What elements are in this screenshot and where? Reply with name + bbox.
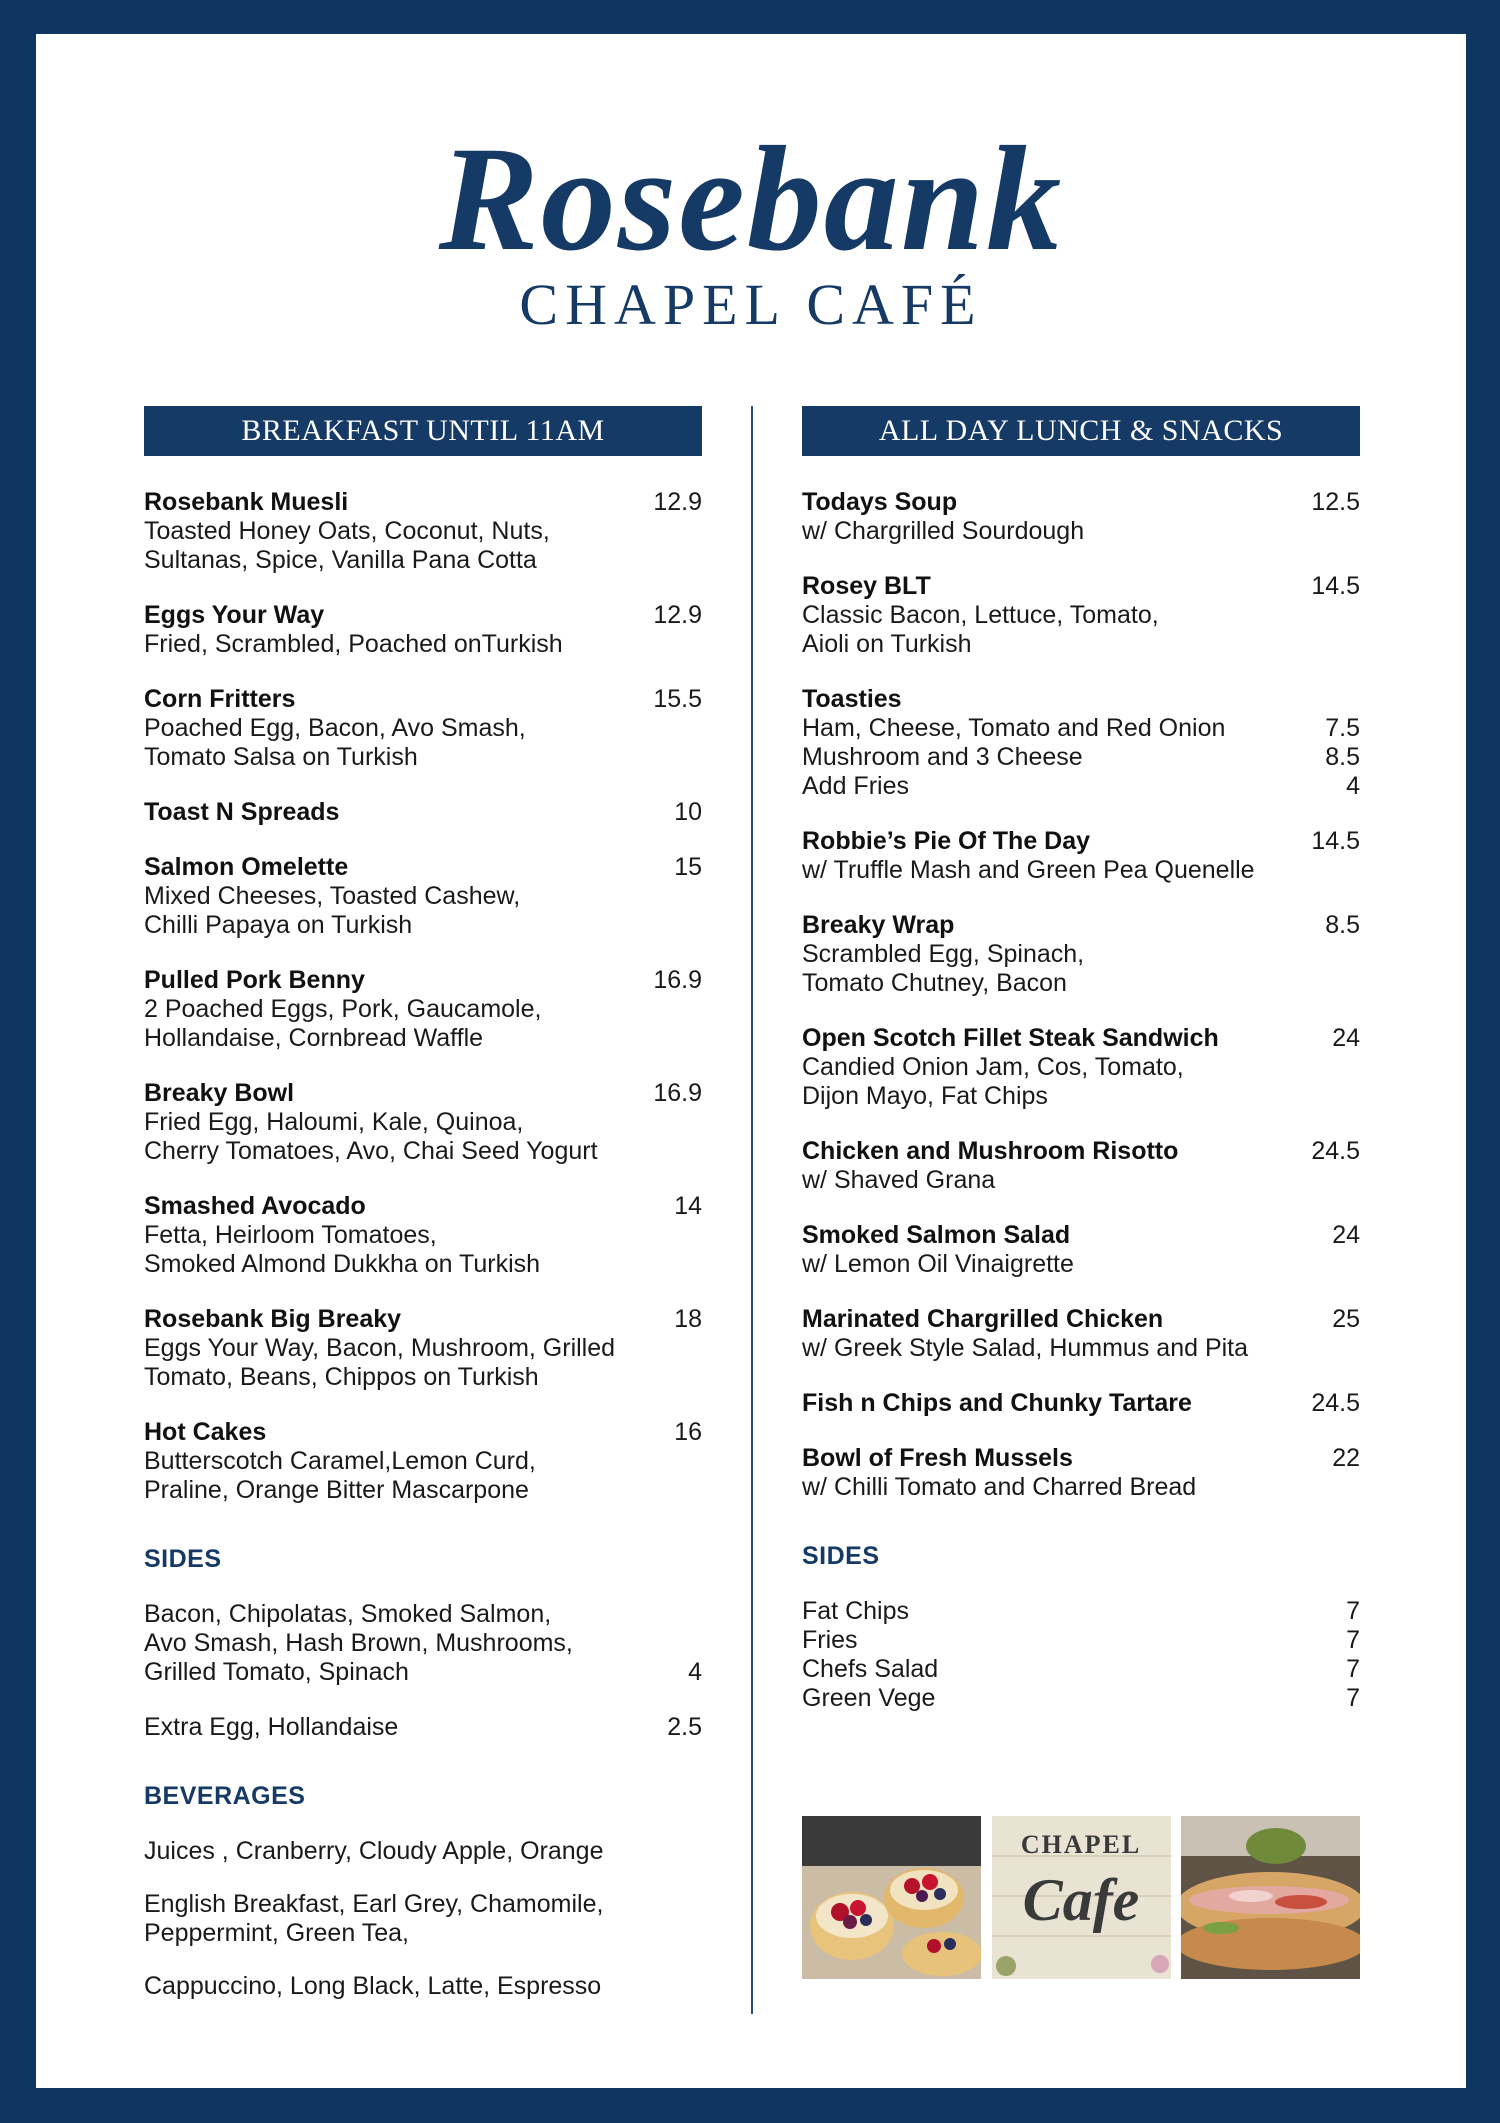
menu-item-description: w/ Truffle Mash and Green Pea Quenelle: [802, 856, 1255, 884]
lunch-sides: [802, 1597, 1360, 1713]
menu-item-options: [802, 714, 1360, 801]
menu-item-description: Dijon Mayo, Fat Chips: [802, 1082, 1048, 1110]
menu-item-name: Salmon Omelette: [144, 853, 349, 881]
menu-item-description: Chilli Papaya on Turkish: [144, 911, 413, 939]
logo-script: Rosebank: [438, 116, 1064, 282]
menu-item: [144, 601, 702, 659]
beverage-group: [144, 1972, 702, 2001]
menu-item-name: Bowl of Fresh Mussels: [802, 1444, 1073, 1472]
menu-item-row: [802, 1024, 1360, 1053]
side-label: Green Vege: [802, 1684, 936, 1712]
menu-item-description: w/ Chilli Tomato and Charred Bread: [802, 1473, 1197, 1501]
menu-item-description: Hollandaise, Cornbread Waffle: [144, 1024, 484, 1052]
side-text: Extra Egg, Hollandaise: [144, 1713, 399, 1741]
menu-item-option: [802, 772, 1360, 801]
menu-item-option: [802, 743, 1360, 772]
menu-item-description: w/ Lemon Oil Vinaigrette: [802, 1250, 1074, 1278]
menu-item: [802, 1389, 1360, 1418]
menu-item-description: Scrambled Egg, Spinach,: [802, 940, 1085, 968]
menu-item-price: 22: [1332, 1444, 1360, 1472]
side-price: 7: [1346, 1626, 1360, 1654]
menu-item: [802, 1137, 1360, 1195]
menu-item: [144, 798, 702, 827]
menu-item-row: [144, 853, 702, 882]
menu-item: [144, 853, 702, 940]
lunch-sides-title: SIDES: [802, 1542, 880, 1570]
menu-item-description: Butterscotch Caramel,Lemon Curd,: [144, 1447, 536, 1475]
side-price: 7: [1346, 1684, 1360, 1712]
menu-item-description: Aioli on Turkish: [802, 630, 972, 658]
menu-item: [802, 1024, 1360, 1111]
menu-item-description: Fetta, Heirloom Tomatoes,: [144, 1221, 437, 1249]
menu-item-price: 16.9: [653, 966, 702, 994]
menu-item: [144, 1192, 702, 1279]
beverage-line: Cappuccino, Long Black, Latte, Espresso: [144, 1972, 602, 2000]
menu-item-row: [802, 827, 1360, 856]
menu-item: [144, 1079, 702, 1166]
menu-item-description: Tomato Chutney, Bacon: [802, 969, 1067, 997]
option-price: 7.5: [1325, 714, 1360, 742]
menu-item-description: w/ Chargrilled Sourdough: [802, 517, 1085, 545]
menu-item-description: Sultanas, Spice, Vanilla Pana Cotta: [144, 546, 537, 574]
menu-item-price: 24: [1332, 1024, 1360, 1052]
logo-subtitle: CHAPEL CAFÉ: [519, 272, 983, 337]
menu-item-price: 24.5: [1311, 1389, 1360, 1417]
menu-item-row: [802, 488, 1360, 517]
menu-item-price: 25: [1332, 1305, 1360, 1333]
chapel-cafe-sign-photo: [992, 1816, 1171, 1979]
menu-item-row: [802, 1444, 1360, 1473]
berry-tarts-image: [802, 1816, 981, 1979]
menu-item-description: 2 Poached Eggs, Pork, Gaucamole,: [144, 995, 542, 1023]
option-label: Mushroom and 3 Cheese: [802, 743, 1083, 771]
menu-item: [144, 966, 702, 1053]
menu-item: [802, 1305, 1360, 1363]
menu-item-name: Marinated Chargrilled Chicken: [802, 1305, 1164, 1333]
menu-item-description: Fried, Scrambled, Poached onTurkish: [144, 630, 563, 658]
breakfast-column: [144, 406, 702, 2025]
beverage-line: Juices , Cranberry, Cloudy Apple, Orange: [144, 1837, 604, 1865]
menu-item-name: Todays Soup: [802, 488, 958, 516]
menu-item-price: 18: [674, 1305, 702, 1333]
menu-item-price: 16.9: [653, 1079, 702, 1107]
menu-item: [802, 1444, 1360, 1502]
side-item: [802, 1626, 1360, 1655]
menu-item-name: Eggs Your Way: [144, 601, 325, 629]
menu-item: [802, 572, 1360, 659]
beverage-group: [144, 1890, 702, 1948]
lunch-column: [802, 406, 1360, 1713]
menu-item-name: Corn Fritters: [144, 685, 296, 713]
beverage-line: English Breakfast, Earl Grey, Chamomile,: [144, 1890, 604, 1918]
menu-item-price: 16: [674, 1418, 702, 1446]
side-item: [802, 1684, 1360, 1713]
menu-item-price: 8.5: [1325, 911, 1360, 939]
menu-item: [802, 488, 1360, 546]
menu-item: [802, 827, 1360, 885]
menu-item-name: Smoked Salmon Salad: [802, 1221, 1071, 1249]
side-price: 7: [1346, 1655, 1360, 1683]
sandwich-image: [1181, 1816, 1360, 1979]
beverage-group: [144, 1837, 702, 1866]
menu-item-price: 14: [674, 1192, 702, 1220]
menu-item-row: [144, 1305, 702, 1334]
menu-item: [802, 911, 1360, 998]
beverages-list: [144, 1837, 702, 2001]
sign-chapel-text: CHAPEL: [1020, 1830, 1142, 1859]
menu-item-option: [802, 714, 1360, 743]
menu-item-description: Fried Egg, Haloumi, Kale, Quinoa,: [144, 1108, 524, 1136]
photo-strip: [802, 1816, 1360, 1979]
menu-item-description: w/ Greek Style Salad, Hummus and Pita: [802, 1334, 1249, 1362]
menu-item: [144, 488, 702, 575]
menu-item: [802, 1221, 1360, 1279]
side-line: [144, 1600, 702, 1629]
menu-item-description: Toasted Honey Oats, Coconut, Nuts,: [144, 517, 550, 545]
menu-item-price: 14.5: [1311, 827, 1360, 855]
menu-item-row: [802, 1137, 1360, 1166]
menu-item-description: w/ Shaved Grana: [802, 1166, 996, 1194]
side-line: [144, 1629, 702, 1658]
menu-item-description: Praline, Orange Bitter Mascarpone: [144, 1476, 529, 1504]
breakfast-items: [144, 488, 702, 1505]
breakfast-header: BREAKFAST UNTIL 11AM: [144, 406, 702, 456]
side-line: [144, 1658, 702, 1687]
menu-item-row: [144, 798, 702, 827]
option-price: 4: [1346, 772, 1360, 800]
side-text: Grilled Tomato, Spinach: [144, 1658, 409, 1686]
menu-item: [144, 1418, 702, 1505]
lunch-header: ALL DAY LUNCH & SNACKS: [802, 406, 1360, 456]
menu-item-name: Toasties: [802, 685, 902, 713]
beverages-title: BEVERAGES: [144, 1782, 306, 1810]
menu-item-description: Eggs Your Way, Bacon, Mushroom, Grilled: [144, 1334, 616, 1362]
menu-item: [144, 685, 702, 772]
side-item: [144, 1713, 702, 1742]
side-label: Chefs Salad: [802, 1655, 939, 1683]
menu-item-row: [144, 1418, 702, 1447]
lunch-items: [802, 488, 1360, 1502]
menu-item-description: Candied Onion Jam, Cos, Tomato,: [802, 1053, 1184, 1081]
menu-item-name: Rosebank Big Breaky: [144, 1305, 402, 1333]
menu-item-price: 15.5: [653, 685, 702, 713]
menu-item-name: Breaky Wrap: [802, 911, 955, 939]
side-text: Bacon, Chipolatas, Smoked Salmon,: [144, 1600, 552, 1628]
column-divider: [751, 406, 753, 2014]
menu-item-description: Mixed Cheeses, Toasted Cashew,: [144, 882, 521, 910]
menu-item-name: Breaky Bowl: [144, 1079, 295, 1107]
menu-item-price: 24: [1332, 1221, 1360, 1249]
menu-item-row: [144, 685, 702, 714]
menu-item-description: Smoked Almond Dukkha on Turkish: [144, 1250, 541, 1278]
sign-cafe-script: Cafe: [1022, 1867, 1140, 1933]
option-price: 8.5: [1325, 743, 1360, 771]
menu-item-price: 12.9: [653, 601, 702, 629]
menu-item-name: Hot Cakes: [144, 1418, 267, 1446]
option-label: Ham, Cheese, Tomato and Red Onion: [802, 714, 1226, 742]
menu-item-row: [802, 911, 1360, 940]
side-label: Fat Chips: [802, 1597, 909, 1625]
menu-item-price: 12.5: [1311, 488, 1360, 516]
side-price: 7: [1346, 1597, 1360, 1625]
side-price: 4: [688, 1658, 702, 1686]
menu-item: [802, 685, 1360, 801]
menu-item-price: 15: [674, 853, 702, 881]
menu-item-description: Poached Egg, Bacon, Avo Smash,: [144, 714, 526, 742]
menu-item-row: [144, 966, 702, 995]
menu-item-price: 14.5: [1311, 572, 1360, 600]
menu-item-price: 10: [674, 798, 702, 826]
menu-item-row: [144, 1192, 702, 1221]
menu-item-name: Toast N Spreads: [144, 798, 340, 826]
side-price: 2.5: [667, 1713, 702, 1741]
menu-item-name: Chicken and Mushroom Risotto: [802, 1137, 1179, 1165]
menu-item-name: Fish n Chips and Chunky Tartare: [802, 1389, 1192, 1417]
menu-item-row: [144, 1079, 702, 1108]
menu-item-description: Tomato Salsa on Turkish: [144, 743, 418, 771]
side-label: Fries: [802, 1626, 858, 1654]
menu-item-row: [802, 1305, 1360, 1334]
side-item: [802, 1597, 1360, 1626]
menu-item: [144, 1305, 702, 1392]
menu-item-description: Tomato, Beans, Chippos on Turkish: [144, 1363, 539, 1391]
side-item: [802, 1655, 1360, 1684]
menu-item-row: [144, 488, 702, 517]
menu-item-name: Smashed Avocado: [144, 1192, 366, 1220]
breakfast-sides: [144, 1600, 702, 1742]
menu-item-price: 12.9: [653, 488, 702, 516]
menu-item-description: Classic Bacon, Lettuce, Tomato,: [802, 601, 1159, 629]
beverage-line: Peppermint, Green Tea,: [144, 1919, 409, 1947]
sandwich-photo: [1181, 1816, 1360, 1979]
menu-page: [36, 34, 1466, 2088]
menu-item-row: [144, 601, 702, 630]
side-line: [144, 1713, 702, 1742]
menu-item-name: Rosey BLT: [802, 572, 931, 600]
menu-item-row: [802, 572, 1360, 601]
menu-item-row: [802, 1389, 1360, 1418]
menu-item-price: 24.5: [1311, 1137, 1360, 1165]
option-label: Add Fries: [802, 772, 909, 800]
menu-item-name: Rosebank Muesli: [144, 488, 349, 516]
side-text: Avo Smash, Hash Brown, Mushrooms,: [144, 1629, 573, 1657]
menu-item-row: [802, 685, 1360, 714]
menu-item-row: [802, 1221, 1360, 1250]
berry-tarts-photo: [802, 1816, 981, 1979]
menu-item-description: Cherry Tomatoes, Avo, Chai Seed Yogurt: [144, 1137, 598, 1165]
side-item: [144, 1600, 702, 1687]
menu-item-name: Pulled Pork Benny: [144, 966, 365, 994]
breakfast-sides-title: SIDES: [144, 1545, 222, 1573]
menu-item-name: Robbie’s Pie Of The Day: [802, 827, 1091, 855]
menu-item-name: Open Scotch Fillet Steak Sandwich: [802, 1024, 1219, 1052]
